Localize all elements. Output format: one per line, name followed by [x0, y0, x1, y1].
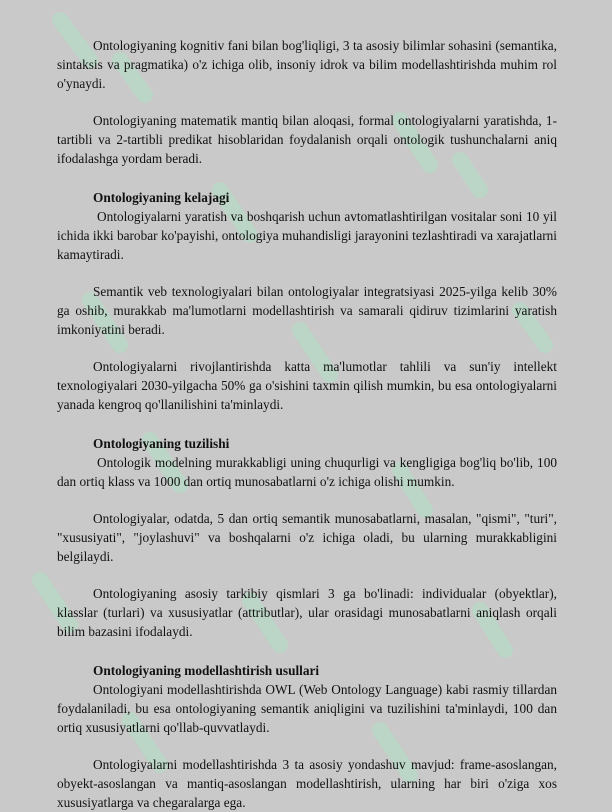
kelajagi-paragraph-1: Ontologiyalarni yaratish va boshqarish uchun avtomatlashtirilgan vositalar soni 10 yil ichida ikki barobar ko'payishi, ontologiya muhandisligi jarayonini tezlashtiradi va xarajatlarni kamaytiradi.: [57, 209, 557, 262]
intro-paragraph-2: Ontologiyaning matematik mantiq bilan aloqasi, formal ontologiyalarni yaratishda, 1-tartibli va 2-tartibli predikat hisoblaridan foydalanish orqali ontologik tushunchalarni aniq ifodalashga yordam beradi.: [57, 113, 557, 166]
kelajagi-paragraph-2: Semantik veb texnologiyalari bilan ontologiyalar integratsiyasi 2025-yilga kelib 30% ga oshib, murakkab ma'lumotlarni modellashtirish va samarali qidiruv tizimlarini yaratish imkoniyatini beradi.: [57, 284, 557, 337]
usullari-paragraph-1: Ontologiyani modellashtirishda OWL (Web Ontology Language) kabi rasmiy tillardan foydalaniladi, bu esa ontologiyaning semantik aniqligini va tuzilishini ta'minlaydi, 100 dan ortiq xususiyatlarni qo'llab-quvvatlaydi.: [57, 682, 557, 735]
tuzilishi-paragraph-1: Ontologik modelning murakkabligi uning chuqurligi va kengligiga bog'liq bo'lib, 100 dan ortiq klass va 1000 dan ortiq munosabatlarni o'z ichiga olishi mumkin.: [57, 455, 557, 489]
tuzilishi-paragraph-3: Ontologiyaning asosiy tarkibiy qismlari 3 ga bo'linadi: individualar (obyektlar), klasslar (turlari) va xususiyatlar (attributlar), ular orasidagi munosabatlarni aniqlash orqali bilim bazasini ifodalaydi.: [57, 586, 557, 639]
kelajagi-paragraph-3: Ontologiyalarni rivojlantirishda katta ma'lumotlar tahlili va sun'iy intellekt texnologiyalari 2030-yilgacha 50% ga o'sishini taxmin qilish mumkin, bu esa ontologiyalarni yanada kengroq qo'llanilishini ta'minlaydi.: [57, 359, 557, 412]
section-heading-tuzilishi: Ontologiyaning tuzilishi: [93, 436, 230, 451]
section-heading-kelajagi: Ontologiyaning kelajagi: [93, 190, 230, 205]
document-page: [57, 36, 557, 812]
section-heading-usullari: Ontologiyaning modellashtirish usullari: [93, 663, 320, 678]
intro-paragraph-1: Ontologiyaning kognitiv fani bilan bog'liqligi, 3 ta asosiy bilimlar sohasini (semantika, sintaksis va pragmatika) o'z ichiga olib, insoniy idrok va bilim modellashtirishda muhim rol o'ynaydi.: [57, 38, 557, 91]
usullari-paragraph-2: Ontologiyalarni modellashtirishda 3 ta asosiy yondashuv mavjud: frame-asoslangan, obyekt-asoslangan va mantiq-asoslangan modellashtirish, ularning har biri o'ziga xos xususiyatlarga va chegaralarga ega.: [57, 757, 557, 810]
tuzilishi-paragraph-2: Ontologiyalar, odatda, 5 dan ortiq semantik munosabatlarni, masalan, "qismi", "turi", "xususiyati", "joylashuvi" va boshqalarni o'z ichiga oladi, bu ularning murakkabligini belgilaydi.: [57, 511, 557, 564]
